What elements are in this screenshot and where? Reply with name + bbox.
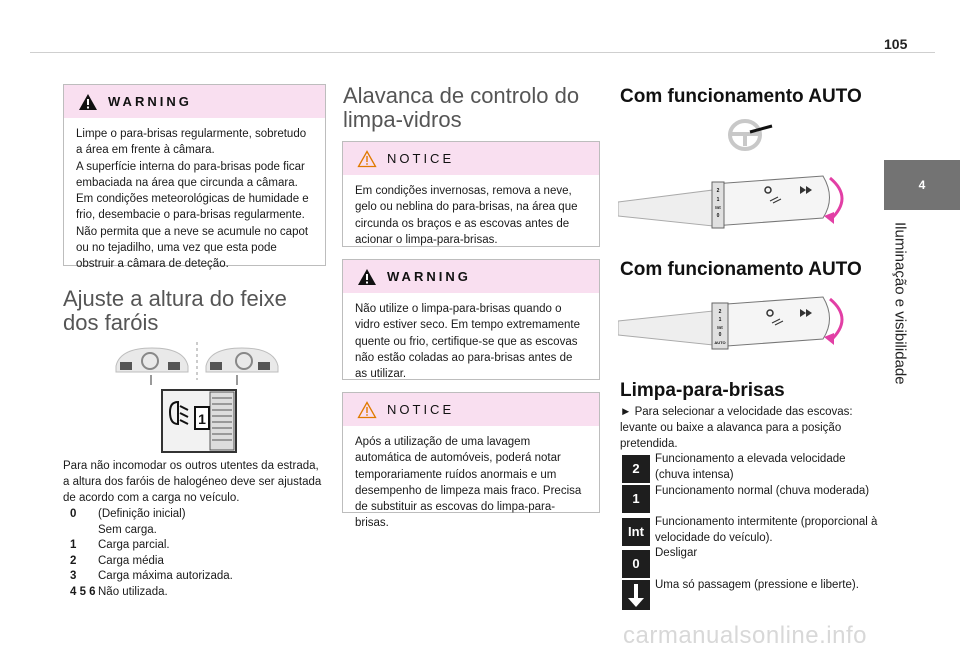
single-wipe-text: Uma só passagem (pressione e liberte). xyxy=(655,579,859,591)
warning-header xyxy=(343,260,599,293)
section-title-wiper-stalk: Alavanca de controlo do limpa-vidros xyxy=(343,83,580,132)
stalk-label-2: 2 xyxy=(718,309,722,315)
badge-single-wipe xyxy=(622,580,650,610)
notice-text: Em condições invernosas, remova a neve, gelo ou neblina do para-brisas, na área que circunda os braços e as escovas antes de acionar o limpa-para-brisas. xyxy=(355,185,578,246)
stalk-label-0: 0 xyxy=(716,213,720,219)
chapter-title-text: Iluminação e visibilidade xyxy=(891,222,909,385)
stalk-label-0: 0 xyxy=(718,332,722,338)
wiper-speed-instruction: ► Para selecionar a velocidade das escovas: levante ou baixe a alavanca para a posição pretendida. xyxy=(620,406,853,450)
headlamp-adjust-illustration xyxy=(112,340,282,455)
heading-auto-1: Com funcionamento AUTO xyxy=(620,86,862,107)
stalk-label-auto: AUTO xyxy=(714,340,726,345)
definition-row xyxy=(70,585,325,601)
badge-position-1: 1 xyxy=(622,485,650,513)
notice-header xyxy=(343,142,599,175)
warning-box-camera xyxy=(63,84,326,271)
warning-header xyxy=(64,85,325,118)
position-1-text: Funcionamento normal (chuva moderada) xyxy=(655,485,870,497)
definition-value: Carga máxima autorizada. xyxy=(98,570,233,582)
notice-box-car-wash xyxy=(342,392,600,530)
heading-windscreen-wipers: Limpa-para-brisas xyxy=(620,380,785,401)
badge-position-0: 0 xyxy=(622,550,650,578)
notice-triangle-icon xyxy=(357,150,377,168)
steering-wheel-icon xyxy=(728,118,774,152)
notice-triangle-icon xyxy=(357,401,377,419)
stalk-label-int: Int xyxy=(715,205,721,210)
badge-position-int: Int xyxy=(622,518,650,546)
position-int-text: Funcionamento intermitente (proporcional à velocidade do veículo). xyxy=(655,516,878,544)
arrow-down-icon xyxy=(622,580,650,610)
warning-label: WARNING xyxy=(387,269,471,284)
stalk-label-1: 1 xyxy=(716,197,720,203)
definition-row xyxy=(70,554,325,570)
headlamp-intro-text: Para não incomodar os outros utentes da estrada, a altura dos faróis de halogéneo deve ser ajustada de acordo com a carga no veículo. xyxy=(63,460,322,504)
definition-value: Carga média xyxy=(98,554,164,567)
warning-label: WARNING xyxy=(108,94,192,109)
definition-key: 2 xyxy=(70,554,77,567)
headlamp-knob-label: 1 xyxy=(198,411,206,427)
definition-row xyxy=(70,538,325,554)
definition-row xyxy=(70,507,325,538)
stalk-label-2: 2 xyxy=(716,188,720,194)
car-front-unloaded-icon xyxy=(116,348,188,385)
definition-key: 0 xyxy=(70,508,77,520)
top-divider xyxy=(30,52,935,53)
watermark: carmanualsonline.info xyxy=(623,622,867,649)
definition-key: 1 xyxy=(70,539,77,551)
notice-label: NOTICE xyxy=(387,402,455,417)
position-2-text: Funcionamento a elevada velocidade (chuva intensa) xyxy=(655,453,846,481)
car-front-loaded-icon xyxy=(206,348,278,385)
definition-key: 3 xyxy=(70,570,77,582)
load-definitions-list xyxy=(70,507,325,600)
badge-position-2: 2 xyxy=(622,455,650,483)
notice-header xyxy=(343,393,599,426)
definition-row xyxy=(70,569,325,585)
wiper-stalk-illustration xyxy=(618,168,858,246)
section-title-headlamp: Ajuste a altura do feixe dos faróis xyxy=(63,286,287,335)
notice-text: Após a utilização de uma lavagem automática de automóveis, poderá notar temporariamente ruídos anormais e um desempenho de limpeza mais fraco. Precisa de substituir as escovas do limpa-para-brisas. xyxy=(355,436,582,530)
warning-triangle-icon xyxy=(357,268,377,286)
stalk-label-1: 1 xyxy=(718,317,722,323)
definition-value: Não utilizada. xyxy=(98,585,168,598)
definition-value: Carga parcial. xyxy=(98,539,170,551)
page-number: 105 xyxy=(884,36,908,52)
stalk-label-int: Int xyxy=(717,325,723,330)
definition-key: 4 5 6 xyxy=(70,585,96,598)
chapter-tab[interactable]: 4 xyxy=(884,160,960,210)
wiper-stalk-auto-illustration xyxy=(618,293,858,361)
definition-value: (Definição inicial) Sem carga. xyxy=(98,508,186,536)
warning-text: Não utilize o limpa-para-brisas quando o vidro estiver seco. Em tempo extremamente quente ou frio, certifique-se que as escovas não estão coladas ao para-brisas antes de as utilizar. xyxy=(355,303,580,381)
position-0-text: Desligar xyxy=(655,547,698,559)
chapter-title xyxy=(870,222,930,482)
warning-triangle-icon xyxy=(78,93,98,111)
notice-box-winter xyxy=(342,141,600,247)
heading-auto-2: Com funcionamento AUTO xyxy=(620,259,862,280)
notice-label: NOTICE xyxy=(387,151,455,166)
warning-text: Limpe o para-brisas regularmente, sobretudo a área em frente à câmara. A superfície interna do para-brisas pode ficar embaciada na área que circunda a câmara. Em condições meteorológicas de humidade e frio, desembacie o para-brisas regularmente. Não permita que a neve se acumule no capot ou no tejadilho, uma vez que esta pode obstruir a câmara de deteção. xyxy=(76,128,309,271)
warning-box-dry-glass xyxy=(342,259,600,380)
